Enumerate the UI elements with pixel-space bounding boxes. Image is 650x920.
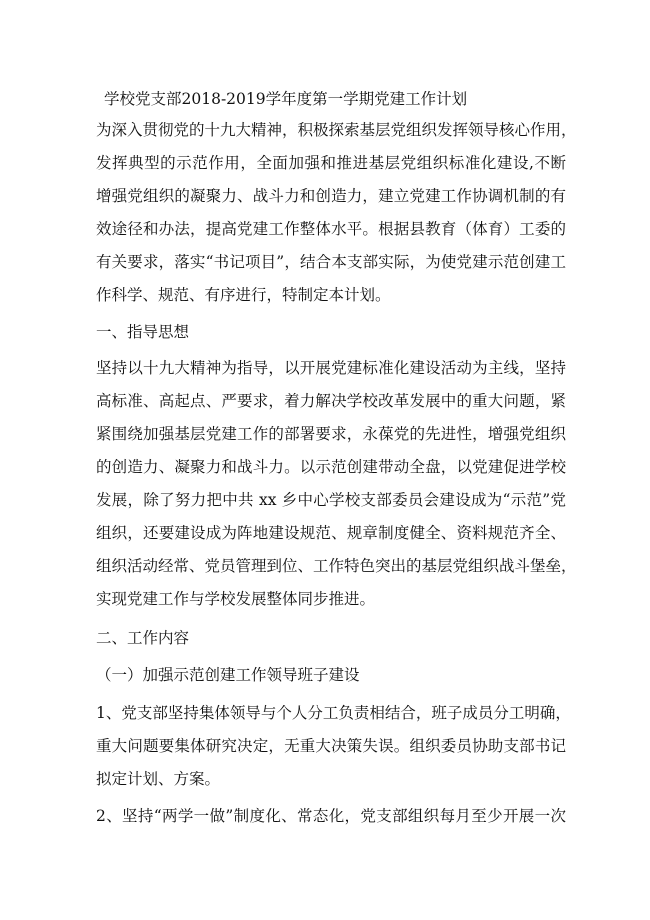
intro-line-3: 增强党组织的凝聚力、战斗力和创造力，建立党建工作协调机制的有 (96, 187, 566, 205)
guiding-line-3: 紧围绕加强基层党建工作的部署要求，永葆党的先进性，增强党组织 (96, 425, 566, 443)
document-title: 学校党支部2018-2019学年度第一学期党建工作计划 (104, 90, 468, 108)
guiding-line-1: 坚持以十九大精神为指导，以开展党建标准化建设活动为主线，坚持 (96, 359, 566, 377)
item-2-line-1: 2、坚持“两学一做”制度化、常态化，党支部组织每月至少开展一次 (96, 807, 566, 825)
intro-line-6: 作科学、规范、有序进行，特制定本计划。 (96, 286, 391, 304)
section-heading-1: 一、指导思想 (96, 323, 190, 341)
section-heading-2: 二、工作内容 (96, 629, 190, 647)
intro-line-4: 效途径和办法，提高党建工作整体水平。根据县教育（体育）工委的 (96, 220, 566, 238)
intro-line-1: 为深入贯彻党的十九大精神，积极探索基层党组织发挥领导核心作用， (96, 121, 577, 139)
intro-line-5: 有关要求，落实“书记项目”，结合本支部实际，为使党建示范创建工 (96, 253, 566, 271)
guiding-line-7: 组织活动经常、党员管理到位、工作特色突出的基层党组织战斗堡垒， (96, 557, 577, 575)
intro-line-2: 发挥典型的示范作用，全面加强和推进基层党组织标准化建设,不断 (96, 154, 566, 172)
item-1-line-2: 重大问题要集体研究决定，无重大决策失误。组织委员协助支部书记 (96, 737, 566, 755)
guiding-line-4: 的创造力、凝聚力和战斗力。以示范创建带动全盘，以党建促进学校 (96, 458, 566, 476)
guiding-line-8: 实现党建工作与学校发展整体同步推进。 (96, 590, 376, 608)
guiding-line-5: 发展，除了努力把中共 xx 乡中心学校支部委员会建设成为“示范”党 (96, 491, 566, 509)
subsection-heading-1: （一）加强示范创建工作领导班子建设 (96, 666, 360, 684)
item-1-line-1: 1、党支部坚持集体领导与个人分工负责相结合，班子成员分工明确， (96, 704, 571, 722)
guiding-line-6: 组织，还要建设成为阵地建设规范、规章制度健全、资料规范齐全、 (96, 524, 566, 542)
guiding-line-2: 高标准、高起点、严要求，着力解决学校改革发展中的重大问题，紧 (96, 392, 566, 410)
item-1-line-3: 拟定计划、方案。 (96, 770, 221, 788)
